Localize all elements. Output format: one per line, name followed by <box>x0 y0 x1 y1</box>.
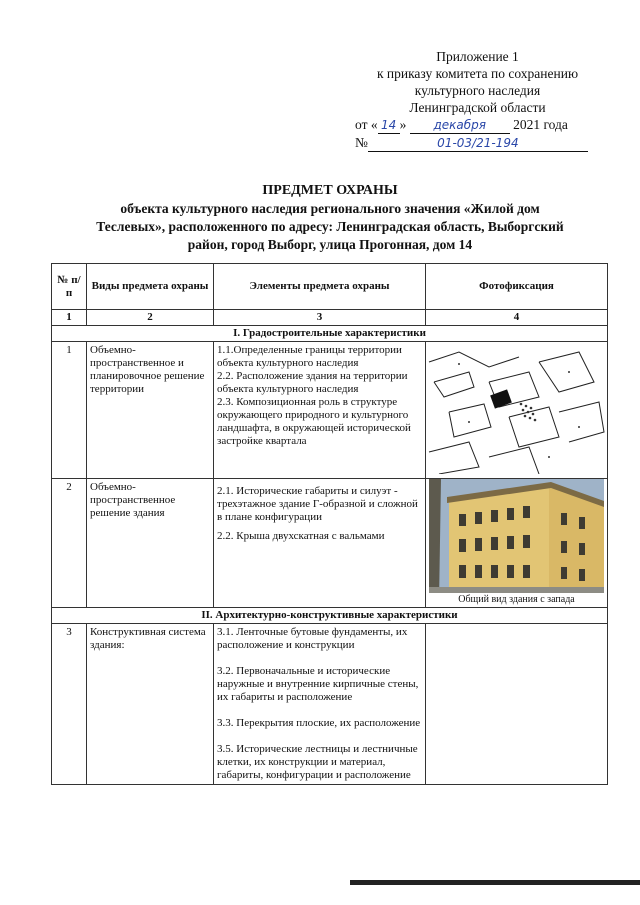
building-image <box>426 479 607 603</box>
row-type: Конструктивная система здания: <box>87 624 214 785</box>
row-elements <box>214 624 426 785</box>
element-item: 2.1. Исторические габариты и силуэт - трехэтажное здание Г-образной и сложной в плане конфигурации <box>217 485 418 523</box>
row-num: 1 <box>52 342 87 479</box>
element-item: 3.2. Первоначальные и исторические наружные и внутренние кирпичные стены, их габариты и расположение <box>217 665 419 703</box>
header-type: Виды предмета охраны <box>87 264 214 310</box>
header-elements: Элементы предмета охраны <box>214 264 426 310</box>
appendix-block <box>355 48 600 152</box>
table-row <box>52 479 608 608</box>
site-plan-photo <box>426 342 608 479</box>
protection-table <box>51 263 608 785</box>
col-number: 2 <box>87 310 214 326</box>
section-row <box>52 608 608 624</box>
number-prefix: № <box>355 135 368 150</box>
element-item: 3.1. Ленточные бутовые фундаменты, их расположение и конструкции <box>217 626 408 651</box>
title-line3: район, город Выборг, улица Прогонная, дом 14 <box>187 237 473 252</box>
appendix-date <box>355 116 600 134</box>
row-elements <box>214 342 426 479</box>
element-item: 2.2. Крыша двухскатная с вальмами <box>217 530 385 542</box>
scan-edge-bar <box>350 880 640 885</box>
element-item: 2.3. Композиционная роль в структуре окружающего природного и культурного ландшафта, в окружающей исторической застройке квартала <box>217 396 411 447</box>
section-2-title: II. Архитектурно-конструктивные характеристики <box>52 608 608 624</box>
photo-caption: Общий вид здания с запада <box>426 593 607 606</box>
title-line2: Теслевых», расположенного по адресу: Ленинградская область, Выборгский <box>96 219 564 234</box>
row-type: Объемно-пространственное и планировочное решение территории <box>87 342 214 479</box>
column-numbers-row <box>52 310 608 326</box>
number-value: 01-03/21-194 <box>368 136 588 152</box>
document-title <box>50 182 610 254</box>
title-line1: объекта культурного наследия регионального значения «Жилой дом <box>120 201 540 216</box>
element-item: 1.1.Определенные границы территории объекта культурного наследия <box>217 344 402 369</box>
appendix-line1: Приложение 1 <box>436 49 519 64</box>
building-photo <box>426 479 608 608</box>
table-row <box>52 342 608 479</box>
header-photo: Фотофиксация <box>426 264 608 310</box>
photo-cell-empty <box>426 624 608 785</box>
col-number: 1 <box>52 310 87 326</box>
appendix-line2: к приказу комитета по сохранению <box>376 66 579 81</box>
date-day: 14 <box>378 118 400 134</box>
row-elements <box>214 479 426 608</box>
header-num: № п/п <box>52 264 87 310</box>
date-mid: » <box>399 117 407 132</box>
table-header-row <box>52 264 608 310</box>
title-main: ПРЕДМЕТ ОХРАНЫ <box>262 183 398 198</box>
date-month: декабря <box>410 118 510 134</box>
row-num: 2 <box>52 479 87 608</box>
row-type: Объемно-пространственное решение здания <box>87 479 214 608</box>
table-row <box>52 624 608 785</box>
col-number: 3 <box>214 310 426 326</box>
section-row <box>52 326 608 342</box>
section-1-title: I. Градостроительные характеристики <box>52 326 608 342</box>
element-item: 3.3. Перекрытия плоские, их расположение <box>217 717 421 729</box>
col-number: 4 <box>426 310 608 326</box>
site-plan-image <box>426 342 607 474</box>
element-item: 2.2. Расположение здания на территории объекта культурного наследия <box>217 370 408 395</box>
date-prefix: от « <box>355 117 378 132</box>
row-num: 3 <box>52 624 87 785</box>
appendix-line3: культурного наследия <box>414 83 541 98</box>
date-suffix: 2021 года <box>513 117 568 132</box>
element-item: 3.5. Исторические лестницы и лестничные клетки, их конструкции и материал, габариты, конфигурации и расположение <box>217 743 418 781</box>
appendix-line4: Ленинградской области <box>409 100 546 115</box>
appendix-number <box>355 134 600 152</box>
